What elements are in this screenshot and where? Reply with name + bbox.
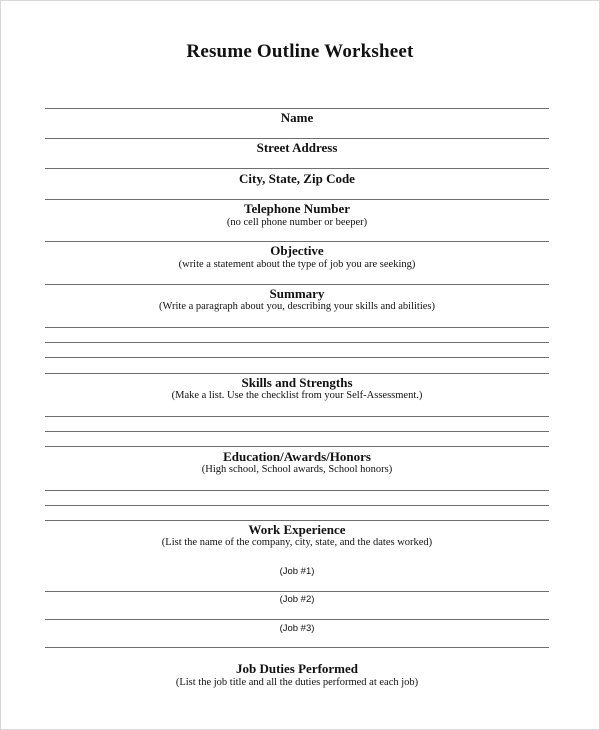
rule-line xyxy=(45,241,549,242)
rule-line xyxy=(45,168,549,169)
rule-line xyxy=(45,619,549,620)
telephone-note: (no cell phone number or beeper) xyxy=(226,217,368,228)
rule-line xyxy=(45,647,549,648)
work-experience-heading: Work Experience xyxy=(248,522,346,537)
rule-line xyxy=(45,431,549,432)
job-2-label: (Job #2) xyxy=(279,594,315,605)
summary-note: (Write a paragraph about you, describing your skills and abilities) xyxy=(159,301,435,312)
page-title: Resume Outline Worksheet xyxy=(186,41,414,62)
summary-heading: Summary xyxy=(269,286,325,301)
job-duties-heading: Job Duties Performed xyxy=(235,661,359,676)
name-heading: Name xyxy=(280,110,314,125)
rule-line xyxy=(45,357,549,358)
rule-line xyxy=(45,138,549,139)
rule-line xyxy=(45,490,549,491)
work-experience-note: (List the name of the company, city, state, and the dates worked) xyxy=(161,537,433,548)
rule-line xyxy=(45,416,549,417)
rule-line xyxy=(45,108,549,109)
skills-note: (Make a list. Use the checklist from your Self-Assessment.) xyxy=(171,390,423,401)
street-address-heading: Street Address xyxy=(256,140,338,155)
telephone-heading: Telephone Number xyxy=(243,201,351,216)
job-duties-note: (List the job title and all the duties performed at each job) xyxy=(175,677,419,688)
city-state-zip-heading: City, State, Zip Code xyxy=(239,171,355,186)
rule-line xyxy=(45,505,549,506)
rule-line xyxy=(45,373,549,374)
objective-heading: Objective xyxy=(270,243,324,258)
rule-line xyxy=(45,342,549,343)
rule-line xyxy=(45,199,549,200)
education-note: (High school, School awards, School honors) xyxy=(201,464,393,475)
job-1-label: (Job #1) xyxy=(279,566,315,577)
rule-line xyxy=(45,591,549,592)
rule-line xyxy=(45,520,549,521)
rule-line xyxy=(45,327,549,328)
objective-note: (write a statement about the type of job you are seeking) xyxy=(178,259,416,270)
education-heading: Education/Awards/Honors xyxy=(223,449,371,464)
rule-line xyxy=(45,284,549,285)
job-3-label: (Job #3) xyxy=(279,623,315,634)
skills-heading: Skills and Strengths xyxy=(241,375,353,390)
rule-line xyxy=(45,446,549,447)
